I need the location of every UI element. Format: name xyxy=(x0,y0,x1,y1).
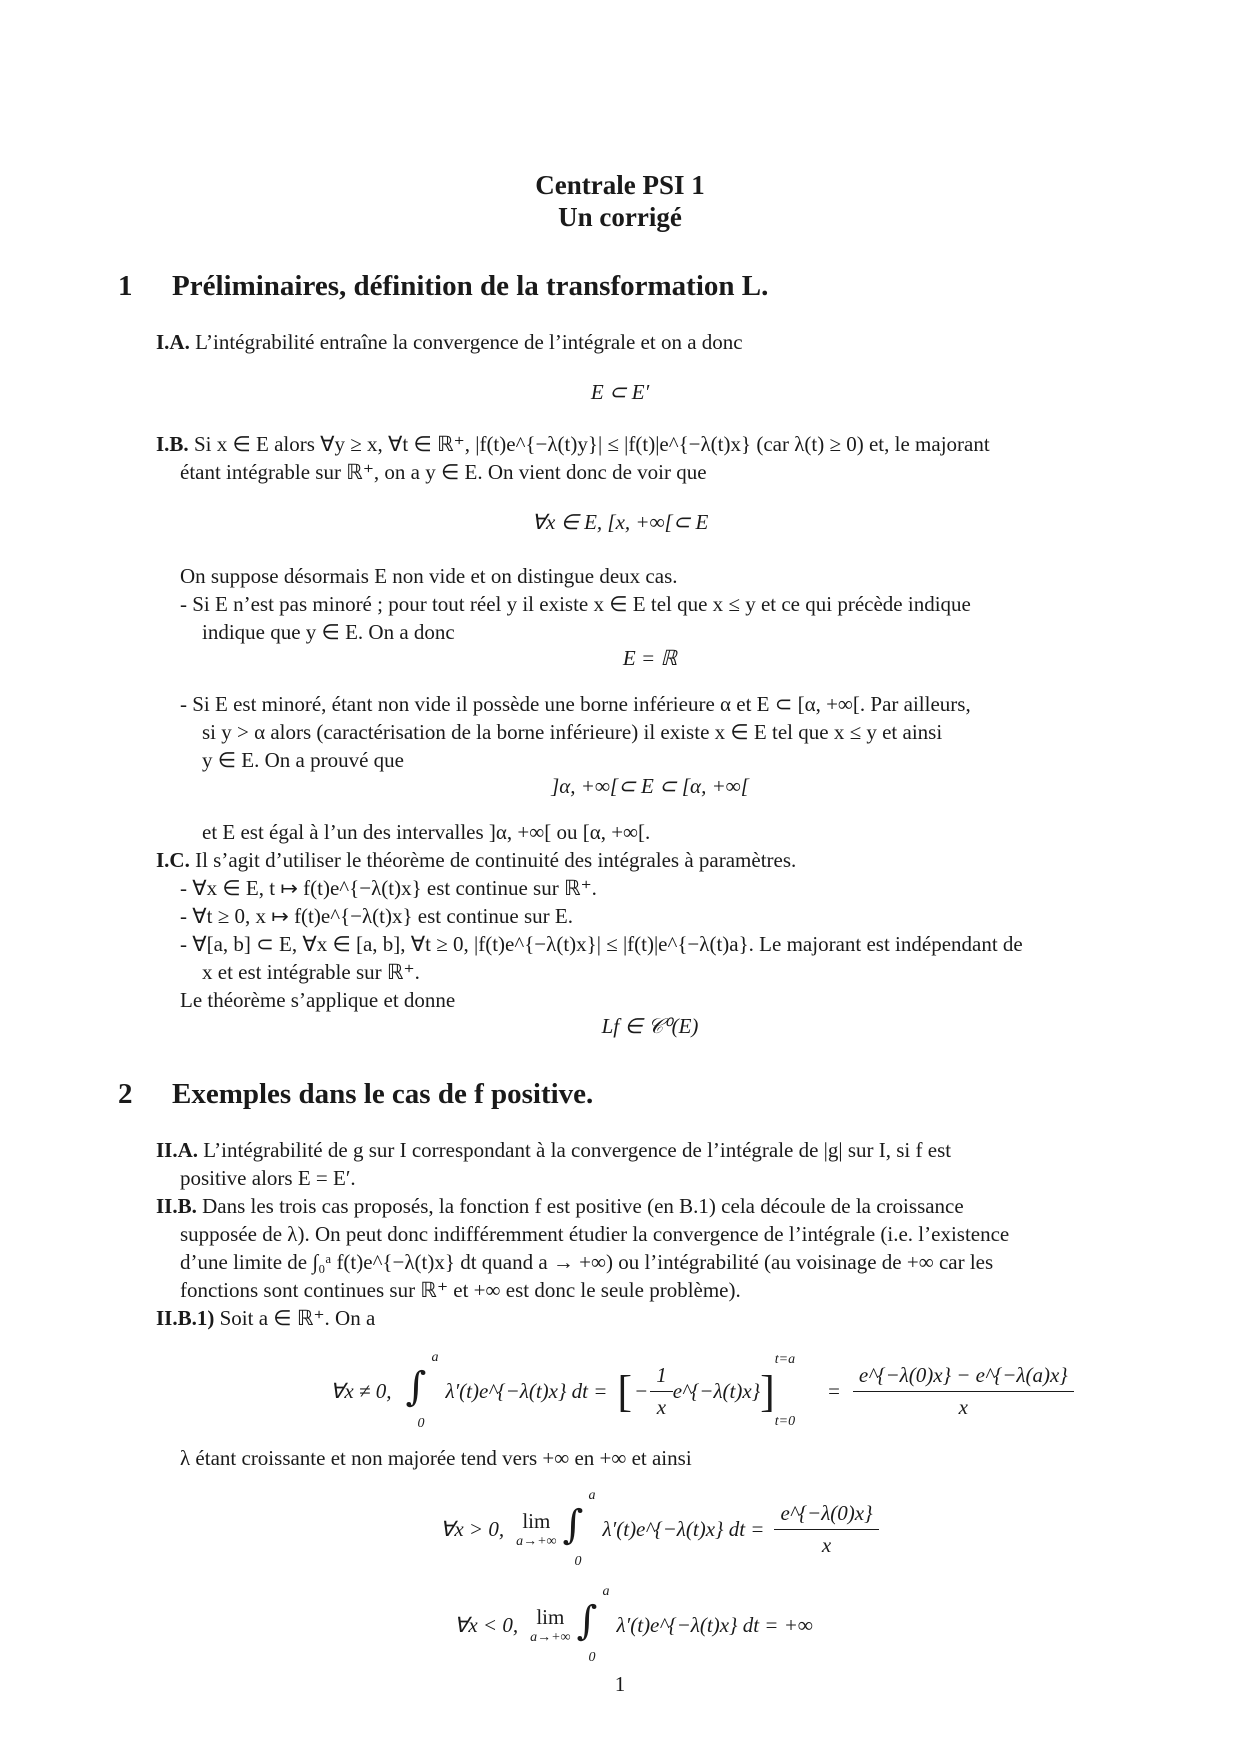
eq3-int-lower: 0 xyxy=(588,1650,596,1665)
equation-2 xyxy=(440,1484,879,1574)
label-IIB1: II.B.1) xyxy=(156,1306,215,1330)
text-IB-case2-line1: - Si E est minoré, étant non vide il possède une borne inférieure α et E ⊂ [α, +∞[. Par ailleurs, xyxy=(180,692,971,716)
text-IC: Il s’agit d’utiliser le théorème de continuité des intégrales à paramètres. xyxy=(195,848,797,872)
integral-sign: ∫ xyxy=(576,1598,598,1644)
eq3-left: ∀x < 0, xyxy=(454,1612,519,1637)
text-IB-case2-line3: y ∈ E. On a prouvé que xyxy=(202,748,404,772)
eq1-frac-den: x xyxy=(656,1394,667,1419)
eq2-integral xyxy=(563,1484,597,1574)
section-2-number: 2 xyxy=(118,1078,133,1110)
text-IC-item3-line1: - ∀[a, b] ⊂ E, ∀x ∈ [a, b], ∀t ≥ 0, |f(t)e^{−λ(t)x}| ≤ |f(t)|e^{−λ(t)a}. Le majorant est indépendant de xyxy=(180,932,1023,956)
text-IIB-line1: Dans les trois cas proposés, la fonction f est positive (en B.1) cela découle de la croissance xyxy=(202,1194,964,1218)
eq1-integral xyxy=(405,1346,439,1436)
document-subtitle: Un corrigé xyxy=(558,202,682,232)
eq1-integrand: λ′(t)e^{−λ(t)x} dt = xyxy=(445,1378,608,1403)
document-title: Centrale PSI 1 xyxy=(535,170,705,200)
text-IB-case1-line2: indique que y ∈ E. On a donc xyxy=(202,620,455,644)
eq2-integrand: λ′(t)e^{−λ(t)x} dt = xyxy=(602,1516,765,1541)
section-1-title: Préliminaires, définition de la transformation L. xyxy=(172,270,769,302)
text-IC-item3-line2: x et est intégrable sur ℝ⁺. xyxy=(202,960,420,984)
integral-sign: ∫ xyxy=(562,1502,584,1548)
text-IB-line2: étant intégrable sur ℝ⁺, on a y ∈ E. On vient donc de voir que xyxy=(180,460,707,484)
eq2-int-upper: a xyxy=(588,1488,596,1503)
eq1-bracket-close: ] xyxy=(760,1366,775,1416)
eq1-rhs-num: e^{−λ(0)x} − e^{−λ(a)x} xyxy=(853,1363,1074,1392)
eq1-rhs-frac xyxy=(853,1363,1074,1420)
eq3-lim xyxy=(530,1605,570,1646)
eq2-rhs-frac xyxy=(774,1501,878,1558)
text-IIB-line2: supposée de λ). On peut donc indifféremment étudier la convergence de l’intégrale (i.e. l’existence xyxy=(180,1222,1010,1246)
text-IA: L’intégrabilité entraîne la convergence de l’intégrale et on a donc xyxy=(195,330,743,354)
equation-3 xyxy=(454,1580,813,1670)
eq1-left: ∀x ≠ 0, xyxy=(330,1378,392,1403)
paragraph-IC xyxy=(156,846,796,874)
eq3-integrand: λ′(t)e^{−λ(t)x} dt = +∞ xyxy=(616,1612,813,1637)
text-IC-conclusion: Le théorème s’applique et donne xyxy=(180,988,456,1012)
eq2-lim-word: lim xyxy=(522,1508,551,1533)
formula-IC: Lf ∈ 𝒞⁰(E) xyxy=(601,1014,699,1038)
paragraph-IIA-line1 xyxy=(156,1136,951,1164)
text-IIA-line1: L’intégrabilité de g sur I correspondant à la convergence de l’intégrale de |g| sur I, si f est xyxy=(203,1138,952,1162)
label-IIB: II.B. xyxy=(156,1194,197,1218)
eq1-bracket-open: [ xyxy=(617,1366,633,1416)
eq1-bracket-rest: e^{−λ(t)x} xyxy=(672,1378,761,1403)
eq1-minus: − xyxy=(634,1378,649,1403)
eq3-lim-word: lim xyxy=(536,1604,565,1629)
text-IB-case1-line1: - Si E n’est pas minoré ; pour tout réel y il existe x ∈ E tel que x ≤ y et ce qui précède indique xyxy=(180,592,971,616)
eq1-rhs-den: x xyxy=(958,1394,968,1419)
eq2-left: ∀x > 0, xyxy=(440,1516,505,1541)
text-IB-case2-end: et E est égal à l’un des intervalles ]α, +∞[ ou [α, +∞[. xyxy=(202,820,651,844)
text-IIB1-2: λ étant croissante et non majorée tend vers +∞ en +∞ et ainsi xyxy=(180,1446,692,1470)
eq1-equals: = xyxy=(826,1378,841,1403)
section-2-title: Exemples dans le cas de f positive. xyxy=(172,1078,594,1110)
eq2-int-lower: 0 xyxy=(574,1554,582,1569)
paragraph-IIB1 xyxy=(156,1304,375,1332)
paragraph-IB-line1 xyxy=(156,430,990,458)
eq3-lim-sub: a→+∞ xyxy=(530,1629,571,1645)
eq1-bracket-limits xyxy=(775,1346,815,1436)
text-IIB-line4: fonctions sont continues sur ℝ⁺ et +∞ est donc le seule problème). xyxy=(180,1278,741,1302)
text-IB-line1: Si x ∈ E alors ∀y ≥ x, ∀t ∈ ℝ⁺, |f(t)e^{−λ(t)y}| ≤ |f(t)|e^{−λ(t)x} (car λ(t) ≥ 0) et, le majorant xyxy=(193,432,990,456)
formula-IB: ∀x ∈ E, [x, +∞[⊂ E xyxy=(531,510,709,534)
integral-sign: ∫ xyxy=(405,1364,427,1410)
eq2-lim-sub: a→+∞ xyxy=(516,1533,557,1549)
eq2-rhs-den: x xyxy=(821,1532,832,1557)
eq1-frac-num: 1 xyxy=(650,1363,673,1392)
eq1-int-lower: 0 xyxy=(417,1416,425,1431)
formula-IA: E ⊂ E′ xyxy=(590,380,650,404)
text-IIB1: Soit a ∈ ℝ⁺. On a xyxy=(219,1306,376,1330)
equation-1 xyxy=(330,1346,1074,1436)
eq2-lim xyxy=(516,1509,556,1550)
eq3-integral xyxy=(577,1580,611,1670)
text-IIB-line3: d’une limite de ∫₀ᵃ f(t)e^{−λ(t)x} dt quand a → +∞) ou l’intégrabilité (au voisinage de +∞ car les xyxy=(180,1250,994,1274)
label-IB: I.B. xyxy=(156,432,189,456)
label-IA: I.A. xyxy=(156,330,190,354)
formula-IB-case1: E = ℝ xyxy=(622,646,678,670)
label-IC: I.C. xyxy=(156,848,190,872)
eq2-rhs-num: e^{−λ(0)x} xyxy=(774,1501,878,1530)
text-IC-item1: - ∀x ∈ E, t ↦ f(t)e^{−λ(t)x} est continue sur ℝ⁺. xyxy=(180,876,597,900)
formula-IB-case2: ]α, +∞[⊂ E ⊂ [α, +∞[ xyxy=(551,774,749,798)
label-IIA: II.A. xyxy=(156,1138,199,1162)
eq3-int-upper: a xyxy=(602,1584,610,1599)
text-IC-item2: - ∀t ≥ 0, x ↦ f(t)e^{−λ(t)x} est continue sur E. xyxy=(180,904,573,928)
page-number: 1 xyxy=(614,1672,626,1696)
eq1-upper: t=a xyxy=(774,1352,796,1367)
eq1-lower: t=0 xyxy=(774,1414,796,1429)
text-IIA-line2: positive alors E = E′. xyxy=(180,1166,356,1190)
section-1-number: 1 xyxy=(118,270,133,302)
eq1-bracket-frac xyxy=(650,1363,673,1420)
text-IB-case2-line2: si y > α alors (caractérisation de la borne inférieure) il existe x ∈ E tel que x ≤ y et ainsi xyxy=(202,720,943,744)
text-IB-suppose: On suppose désormais E non vide et on distingue deux cas. xyxy=(180,564,678,588)
eq1-int-upper: a xyxy=(431,1350,439,1365)
paragraph-IA xyxy=(156,328,743,356)
paragraph-IIB-line1 xyxy=(156,1192,964,1220)
